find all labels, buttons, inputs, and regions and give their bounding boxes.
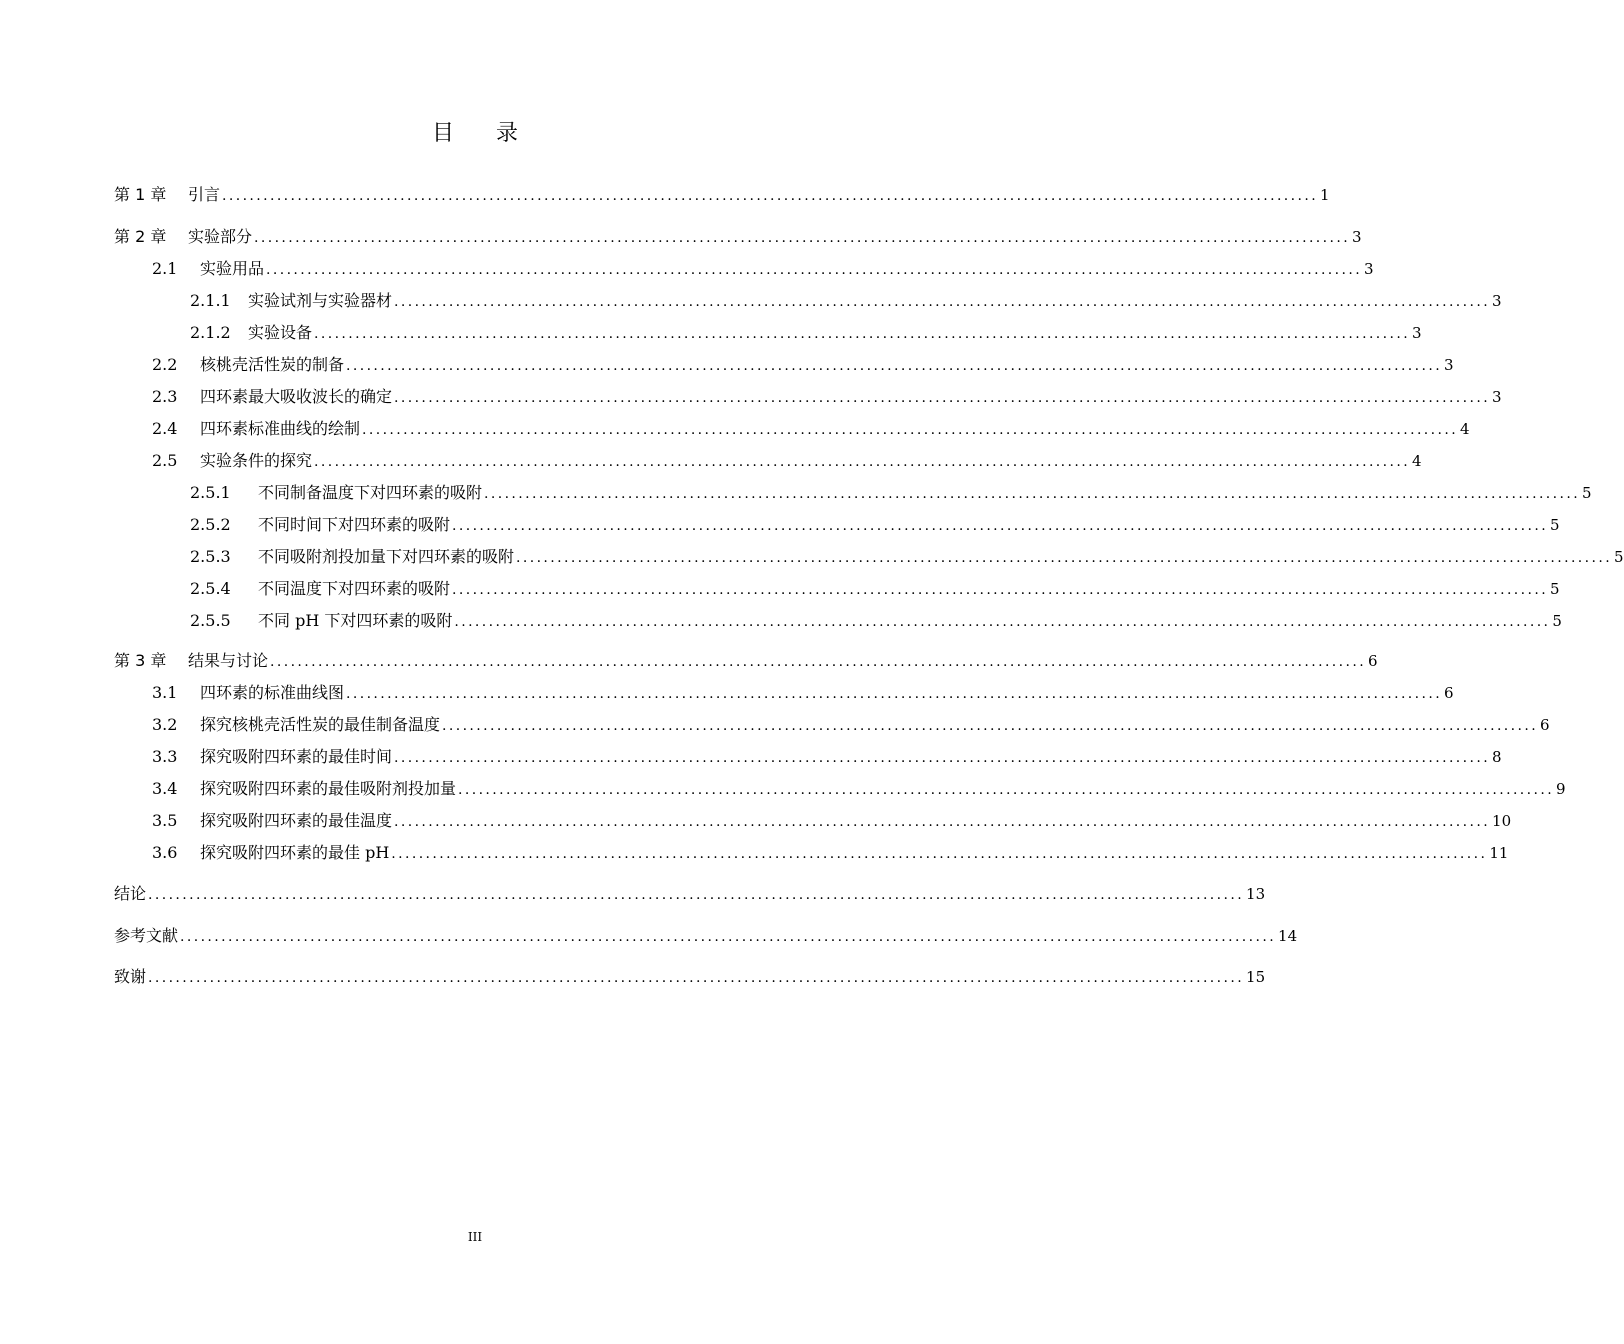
toc-entry-number: 2.5.4 bbox=[190, 579, 231, 598]
toc-entry-number: 2.3 bbox=[152, 387, 178, 406]
toc-entry-number: 3.5 bbox=[152, 811, 178, 830]
toc-entry-label: 四环素最大吸收波长的确定 bbox=[200, 387, 393, 406]
toc-leader-dots: ................................................................................................................................................................ bbox=[484, 486, 1581, 502]
toc-entry-label: 四环素的标准曲线图 bbox=[200, 683, 345, 702]
toc-entry-chapter-1[interactable] bbox=[114, 182, 1330, 208]
toc-entry-3-2[interactable] bbox=[152, 712, 1550, 738]
toc-leader-dots: ................................................................................................................................................................ bbox=[346, 686, 1443, 702]
toc-entry-number: 2.2 bbox=[152, 355, 178, 374]
toc-entry-number: 2.4 bbox=[152, 419, 178, 438]
toc-entry-page: 11 bbox=[1489, 844, 1509, 862]
toc-entry-number: 3.3 bbox=[152, 747, 178, 766]
toc-entry-label: 不同时间下对四环素的吸附 bbox=[258, 515, 451, 534]
toc-entry-3-5[interactable] bbox=[152, 808, 1512, 834]
toc-entry-2-4[interactable] bbox=[152, 416, 1470, 442]
toc-entry-references[interactable] bbox=[114, 923, 1298, 949]
toc-entry-page: 15 bbox=[1246, 968, 1266, 986]
toc-entry-page: 4 bbox=[1412, 452, 1422, 470]
toc-entry-label: 四环素标准曲线的绘制 bbox=[200, 419, 361, 438]
toc-entry-page: 1 bbox=[1320, 186, 1330, 204]
toc-entry-page: 6 bbox=[1444, 684, 1454, 702]
toc-entry-page: 3 bbox=[1412, 324, 1422, 342]
toc-leader-dots: ................................................................................................................................................................ bbox=[454, 614, 1551, 630]
toc-entry-label: 不同温度下对四环素的吸附 bbox=[258, 579, 451, 598]
toc-entry-page: 3 bbox=[1352, 228, 1362, 246]
toc-entry-conclusion[interactable] bbox=[114, 881, 1266, 907]
toc-entry-label: 探究核桃壳活性炭的最佳制备温度 bbox=[200, 715, 441, 734]
toc-entry-acknowledgements[interactable] bbox=[114, 964, 1266, 990]
toc-leader-dots: ................................................................................................................................................................ bbox=[148, 887, 1245, 903]
toc-entry-2-5[interactable] bbox=[152, 448, 1422, 474]
toc-entry-number: 第 2 章 bbox=[114, 227, 167, 246]
toc-leader-dots: ................................................................................................................................................................ bbox=[362, 422, 1459, 438]
toc-entry-number: 2.1.2 bbox=[190, 323, 231, 342]
toc-leader-dots: ................................................................................................................................................................ bbox=[452, 518, 1549, 534]
toc-entry-number: 3.6 bbox=[152, 843, 178, 862]
toc-leader-dots: ................................................................................................................................................................ bbox=[394, 390, 1491, 406]
toc-leader-dots: ................................................................................................................................................................ bbox=[314, 326, 1411, 342]
toc-entry-page: 14 bbox=[1278, 927, 1298, 945]
toc-leader-dots: ................................................................................................................................................................ bbox=[458, 782, 1555, 798]
toc-entry-label: 实验条件的探究 bbox=[200, 451, 313, 470]
toc-leader-dots: ................................................................................................................................................................ bbox=[266, 262, 1363, 278]
toc-entry-label: 结果与讨论 bbox=[188, 651, 269, 670]
toc-entry-label: 实验试剂与实验器材 bbox=[248, 291, 393, 310]
toc-entry-2-5-3[interactable] bbox=[190, 544, 1624, 570]
toc-leader-dots: ................................................................................................................................................................ bbox=[391, 846, 1488, 862]
toc-entry-3-1[interactable] bbox=[152, 680, 1454, 706]
toc-entry-chapter-3[interactable] bbox=[114, 648, 1378, 674]
toc-entry-label: 不同吸附剂投加量下对四环素的吸附 bbox=[258, 547, 515, 566]
toc-entry-label: 实验部分 bbox=[188, 227, 253, 246]
toc-entry-number: 2.5.3 bbox=[190, 547, 231, 566]
toc-entry-number: 3.2 bbox=[152, 715, 178, 734]
toc-entry-number: 2.5.1 bbox=[190, 483, 231, 502]
toc-entry-label: 参考文献 bbox=[114, 926, 179, 945]
toc-entry-page: 13 bbox=[1246, 885, 1266, 903]
footer-page-number: III bbox=[467, 1230, 483, 1244]
toc-entry-number: 2.5 bbox=[152, 451, 178, 470]
toc-entry-number: 3.1 bbox=[152, 683, 178, 702]
toc-entry-page: 5 bbox=[1550, 516, 1560, 534]
toc-leader-dots: ................................................................................................................................................................ bbox=[148, 970, 1245, 986]
toc-entry-3-6[interactable] bbox=[152, 840, 1509, 866]
toc-leader-dots: ................................................................................................................................................................ bbox=[394, 814, 1491, 830]
toc-leader-dots: ................................................................................................................................................................ bbox=[314, 454, 1411, 470]
toc-entry-2-1-1[interactable] bbox=[190, 288, 1502, 314]
toc-entry-page: 3 bbox=[1492, 292, 1502, 310]
toc-entry-2-2[interactable] bbox=[152, 352, 1454, 378]
toc-entry-page: 3 bbox=[1492, 388, 1502, 406]
toc-entry-page: 5 bbox=[1552, 612, 1562, 630]
toc-entry-page: 5 bbox=[1614, 548, 1624, 566]
toc-leader-dots: ................................................................................................................................................................ bbox=[452, 582, 1549, 598]
toc-leader-dots: ................................................................................................................................................................ bbox=[442, 718, 1539, 734]
toc-leader-dots: ................................................................................................................................................................ bbox=[394, 294, 1491, 310]
toc-entry-page: 3 bbox=[1444, 356, 1454, 374]
toc-entry-label: 实验设备 bbox=[248, 323, 313, 342]
toc-entry-label: 探究吸附四环素的最佳温度 bbox=[200, 811, 393, 830]
toc-entry-label: 探究吸附四环素的最佳 pH bbox=[200, 843, 390, 862]
toc-entry-number: 2.1 bbox=[152, 259, 178, 278]
toc-entry-2-5-2[interactable] bbox=[190, 512, 1560, 538]
toc-entry-page: 5 bbox=[1550, 580, 1560, 598]
toc-entry-2-1-2[interactable] bbox=[190, 320, 1422, 346]
toc-entry-page: 5 bbox=[1582, 484, 1592, 502]
toc-entry-page: 9 bbox=[1556, 780, 1566, 798]
toc-entry-page: 3 bbox=[1364, 260, 1374, 278]
toc-entry-2-5-1[interactable] bbox=[190, 480, 1592, 506]
toc-entry-2-3[interactable] bbox=[152, 384, 1502, 410]
toc-entry-chapter-2[interactable] bbox=[114, 224, 1362, 250]
toc-entry-page: 10 bbox=[1492, 812, 1512, 830]
toc-entry-label: 探究吸附四环素的最佳吸附剂投加量 bbox=[200, 779, 457, 798]
toc-entry-number: 2.1.1 bbox=[190, 291, 231, 310]
toc-entry-page: 4 bbox=[1460, 420, 1470, 438]
toc-entry-page: 6 bbox=[1368, 652, 1378, 670]
toc-entry-label: 不同制备温度下对四环素的吸附 bbox=[258, 483, 483, 502]
toc-entry-number: 第 3 章 bbox=[114, 651, 167, 670]
toc-entry-3-4[interactable] bbox=[152, 776, 1566, 802]
toc-entry-2-5-4[interactable] bbox=[190, 576, 1560, 602]
toc-leader-dots: ................................................................................................................................................................ bbox=[270, 654, 1367, 670]
toc-entry-label: 致谢 bbox=[114, 967, 147, 986]
toc-entry-label: 引言 bbox=[188, 185, 221, 204]
toc-entry-label: 实验用品 bbox=[200, 259, 265, 278]
toc-entry-number: 3.4 bbox=[152, 779, 178, 798]
toc-entry-number: 2.5.5 bbox=[190, 611, 231, 630]
toc-entry-label: 探究吸附四环素的最佳时间 bbox=[200, 747, 393, 766]
toc-entry-label: 结论 bbox=[114, 884, 147, 903]
toc-leader-dots: ................................................................................................................................................................ bbox=[394, 750, 1491, 766]
title-part-1: 目 bbox=[431, 121, 454, 146]
toc-leader-dots: ................................................................................................................................................................ bbox=[254, 230, 1351, 246]
toc-leader-dots: ................................................................................................................................................................ bbox=[222, 188, 1319, 204]
toc-entry-3-3[interactable] bbox=[152, 744, 1502, 770]
toc-entry-2-5-5[interactable] bbox=[190, 608, 1562, 634]
toc-entry-page: 8 bbox=[1492, 748, 1502, 766]
title-part-2: 录 bbox=[496, 121, 519, 146]
toc-leader-dots: ................................................................................................................................................................ bbox=[180, 929, 1277, 945]
toc-entry-number: 2.5.2 bbox=[190, 515, 231, 534]
toc-entry-number: 第 1 章 bbox=[114, 185, 167, 204]
toc-entry-2-1[interactable] bbox=[152, 256, 1374, 282]
toc-leader-dots: ................................................................................................................................................................ bbox=[516, 550, 1613, 566]
toc-entry-label: 不同 pH 下对四环素的吸附 bbox=[258, 611, 453, 630]
toc-leader-dots: ................................................................................................................................................................ bbox=[346, 358, 1443, 374]
toc-entry-page: 6 bbox=[1540, 716, 1550, 734]
toc-entry-label: 核桃壳活性炭的制备 bbox=[200, 355, 345, 374]
